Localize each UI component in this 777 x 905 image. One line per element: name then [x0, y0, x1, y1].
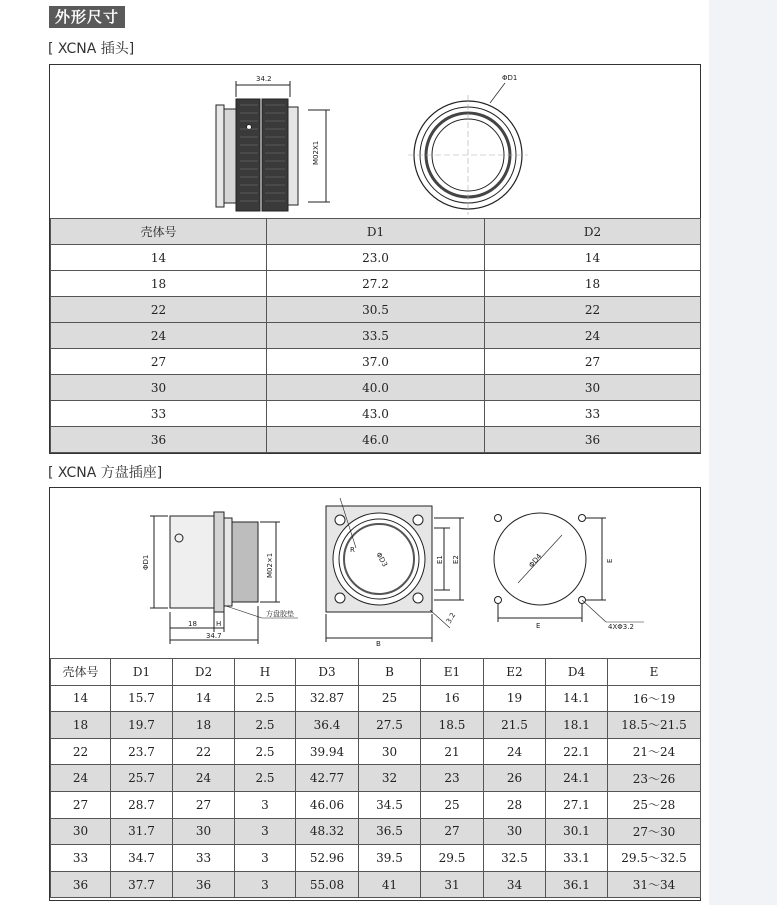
- table-cell: 2.5: [235, 765, 296, 792]
- table-cell: 27.5: [359, 712, 421, 739]
- socket-mounting-view: [494, 513, 644, 622]
- socket-e-side-label: E: [606, 558, 614, 563]
- socket-holes-label: 4XΦ3.2: [608, 623, 634, 631]
- table-cell: 3: [235, 845, 296, 872]
- plug-table: [50, 218, 701, 453]
- table-cell: 33: [51, 401, 267, 427]
- plug-heading: [ XCNA 插头]: [48, 41, 135, 57]
- table-cell: 30: [51, 375, 267, 401]
- table-cell: 39.94: [296, 738, 359, 765]
- column-header: 壳体号: [51, 219, 267, 245]
- table-cell: 22: [51, 738, 111, 765]
- socket-b-label: B: [376, 640, 381, 648]
- table-row: [51, 712, 701, 739]
- table-cell: 34: [484, 871, 546, 898]
- table-cell: 55.08: [296, 871, 359, 898]
- table-cell: 42.77: [296, 765, 359, 792]
- table-cell: 22.1: [546, 738, 608, 765]
- table-cell: 19.7: [111, 712, 173, 739]
- column-header: E: [608, 659, 701, 686]
- table-cell: 25.7: [111, 765, 173, 792]
- table-cell: 21: [421, 738, 484, 765]
- column-header: D2: [173, 659, 235, 686]
- plug-length-label: 34.2: [256, 75, 272, 83]
- table-header-row: [51, 659, 701, 686]
- table-cell: 52.96: [296, 845, 359, 872]
- table-row: [51, 845, 701, 872]
- table-cell: 24: [173, 765, 235, 792]
- socket-flange-view: [326, 498, 464, 642]
- table-cell: 27: [421, 818, 484, 845]
- table-cell: 26: [484, 765, 546, 792]
- column-header: D1: [267, 219, 485, 245]
- column-header: E1: [421, 659, 484, 686]
- table-cell: 40.0: [267, 375, 485, 401]
- socket-18-label: 18: [188, 620, 197, 628]
- table-cell: 15.7: [111, 685, 173, 712]
- table-cell: 18.5～21.5: [608, 712, 701, 739]
- table-cell: 24: [51, 765, 111, 792]
- table-cell: 21.5: [484, 712, 546, 739]
- table-cell: 24: [485, 323, 701, 349]
- table-row: [51, 297, 701, 323]
- table-cell: 24: [51, 323, 267, 349]
- table-cell: 2.5: [235, 712, 296, 739]
- table-cell: 36: [51, 427, 267, 453]
- column-header: D3: [296, 659, 359, 686]
- table-cell: 3: [235, 818, 296, 845]
- table-row: [51, 791, 701, 818]
- table-cell: 18: [51, 712, 111, 739]
- table-cell: 39.5: [359, 845, 421, 872]
- table-cell: 36: [51, 871, 111, 898]
- table-cell: 25: [359, 685, 421, 712]
- table-cell: 27～30: [608, 818, 701, 845]
- socket-e1-label: E1: [436, 555, 444, 564]
- table-cell: 2.5: [235, 738, 296, 765]
- table-cell: 48.32: [296, 818, 359, 845]
- section-title: 外形尺寸: [49, 6, 125, 28]
- table-cell: 30: [51, 818, 111, 845]
- table-cell: 23: [421, 765, 484, 792]
- table-cell: 14: [485, 245, 701, 271]
- table-row: [51, 245, 701, 271]
- table-cell: 34.5: [359, 791, 421, 818]
- table-cell: 32: [359, 765, 421, 792]
- socket-table: [50, 658, 701, 898]
- table-cell: 25: [421, 791, 484, 818]
- column-header: D1: [111, 659, 173, 686]
- table-row: [51, 738, 701, 765]
- table-cell: 32.87: [296, 685, 359, 712]
- table-cell: 41: [359, 871, 421, 898]
- table-cell: 23.7: [111, 738, 173, 765]
- table-cell: 22: [173, 738, 235, 765]
- plug-drawing: [50, 65, 700, 218]
- column-header: H: [235, 659, 296, 686]
- table-cell: 14: [51, 685, 111, 712]
- socket-thread-label: M02×1: [266, 552, 274, 578]
- column-header: D2: [485, 219, 701, 245]
- column-header: B: [359, 659, 421, 686]
- table-cell: 29.5～32.5: [608, 845, 701, 872]
- table-cell: 33: [485, 401, 701, 427]
- table-cell: 36.1: [546, 871, 608, 898]
- column-header: D4: [546, 659, 608, 686]
- table-row: [51, 765, 701, 792]
- socket-d4-label: ΦD4: [527, 552, 544, 570]
- table-row: [51, 323, 701, 349]
- plug-thread-label: M02X1: [312, 140, 320, 165]
- table-cell: 30.5: [267, 297, 485, 323]
- plug-front-view: [408, 83, 528, 215]
- table-cell: 27: [173, 791, 235, 818]
- table-cell: 33: [173, 845, 235, 872]
- table-cell: 29.5: [421, 845, 484, 872]
- table-cell: 28: [484, 791, 546, 818]
- plug-panel: [49, 64, 701, 454]
- table-row: [51, 349, 701, 375]
- table-cell: 36.4: [296, 712, 359, 739]
- socket-h-label: H: [216, 620, 222, 628]
- table-cell: 22: [485, 297, 701, 323]
- table-cell: 27: [51, 791, 111, 818]
- table-cell: 28.7: [111, 791, 173, 818]
- table-cell: 23.0: [267, 245, 485, 271]
- table-cell: 27.1: [546, 791, 608, 818]
- socket-heading: [ XCNA 方盘插座]: [48, 465, 163, 481]
- table-cell: 21～24: [608, 738, 701, 765]
- table-cell: 16～19: [608, 685, 701, 712]
- table-cell: 36: [485, 427, 701, 453]
- table-cell: 18: [485, 271, 701, 297]
- table-cell: 37.0: [267, 349, 485, 375]
- table-cell: 27: [51, 349, 267, 375]
- socket-e2-label: E2: [452, 555, 460, 564]
- socket-gasket-label: 方盘胶垫: [266, 610, 294, 618]
- table-cell: 33.5: [267, 323, 485, 349]
- table-cell: 22: [51, 297, 267, 323]
- table-cell: 24.1: [546, 765, 608, 792]
- right-margin-strip: [709, 0, 777, 905]
- table-cell: 43.0: [267, 401, 485, 427]
- table-row: [51, 375, 701, 401]
- table-row: [51, 871, 701, 898]
- table-cell: 30: [484, 818, 546, 845]
- table-row: [51, 427, 701, 453]
- table-cell: 46.0: [267, 427, 485, 453]
- socket-r-label: R: [350, 546, 355, 554]
- socket-347-label: 34.7: [206, 632, 222, 640]
- table-header-row: [51, 219, 701, 245]
- table-cell: 27: [485, 349, 701, 375]
- table-cell: 33: [51, 845, 111, 872]
- socket-e-label: E: [536, 622, 541, 630]
- table-cell: 30: [173, 818, 235, 845]
- table-cell: 33.1: [546, 845, 608, 872]
- column-header: E2: [484, 659, 546, 686]
- socket-panel: [49, 487, 701, 901]
- table-cell: 18: [173, 712, 235, 739]
- table-row: [51, 818, 701, 845]
- table-cell: 31: [421, 871, 484, 898]
- table-cell: 16: [421, 685, 484, 712]
- table-cell: 24: [484, 738, 546, 765]
- table-cell: 34.7: [111, 845, 173, 872]
- table-cell: 23～26: [608, 765, 701, 792]
- table-cell: 25～28: [608, 791, 701, 818]
- table-cell: 2.5: [235, 685, 296, 712]
- socket-32-label: 3.2: [444, 611, 458, 625]
- table-cell: 46.06: [296, 791, 359, 818]
- table-cell: 3: [235, 791, 296, 818]
- socket-d3-label: ΦD3: [374, 551, 389, 569]
- socket-side-view: [150, 512, 298, 644]
- table-cell: 18.1: [546, 712, 608, 739]
- table-cell: 18: [51, 271, 267, 297]
- socket-d1-label: ΦD1: [142, 554, 150, 570]
- column-header: 壳体号: [51, 659, 111, 686]
- socket-drawing: [50, 488, 700, 658]
- table-cell: 31.7: [111, 818, 173, 845]
- table-cell: 31～34: [608, 871, 701, 898]
- table-row: [51, 401, 701, 427]
- table-cell: 30: [359, 738, 421, 765]
- table-row: [51, 685, 701, 712]
- table-cell: 14: [51, 245, 267, 271]
- table-cell: 14.1: [546, 685, 608, 712]
- table-cell: 19: [484, 685, 546, 712]
- table-cell: 30.1: [546, 818, 608, 845]
- table-cell: 37.7: [111, 871, 173, 898]
- table-cell: 27.2: [267, 271, 485, 297]
- table-row: [51, 271, 701, 297]
- table-cell: 30: [485, 375, 701, 401]
- table-cell: 36: [173, 871, 235, 898]
- table-cell: 36.5: [359, 818, 421, 845]
- plug-d1-label: ΦD1: [502, 74, 518, 82]
- table-cell: 3: [235, 871, 296, 898]
- table-cell: 14: [173, 685, 235, 712]
- table-cell: 18.5: [421, 712, 484, 739]
- table-cell: 32.5: [484, 845, 546, 872]
